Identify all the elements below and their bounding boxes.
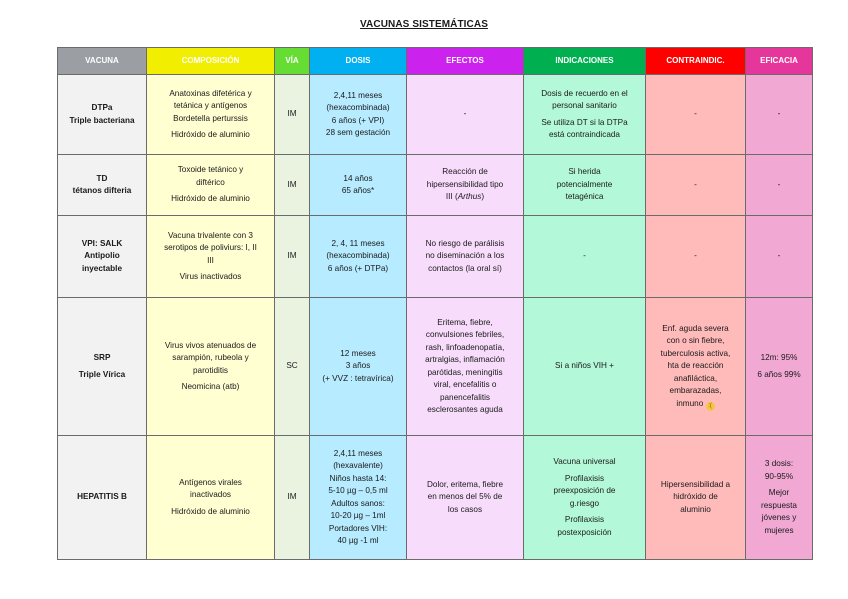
cell-eficacia: - <box>746 155 813 216</box>
header-contraindicaciones: CONTRAINDIC. <box>646 48 746 75</box>
text-line: 5-10 µg – 0,5 ml <box>328 486 388 495</box>
text-line: Enf. aguda severa <box>662 323 729 333</box>
text-line: 3 años <box>345 361 371 371</box>
text-line: 28 sem gestación <box>325 128 391 137</box>
text-line: (+ VVZ : tetravírica) <box>322 373 394 383</box>
text-line: 3 dosis: <box>764 459 794 468</box>
text-line: 6 años (+ DTPa) <box>327 263 389 273</box>
text-line: No riesgo de parálisis <box>425 238 505 248</box>
text-line: 90-95% <box>764 471 794 481</box>
text-line: panencefalitis <box>439 392 491 402</box>
cell-contraindicaciones <box>646 298 746 436</box>
cell-contraindicaciones: - <box>646 155 746 216</box>
page-title: VACUNAS SISTEMÁTICAS <box>360 19 488 30</box>
cell-via: SC <box>275 298 310 436</box>
text-line: serotipos de poliviurs: I, II <box>164 243 257 252</box>
cell-eficacia <box>746 298 813 436</box>
cell-dosis <box>310 75 407 155</box>
text-line: embarazadas, <box>669 386 722 395</box>
cell-via: IM <box>275 155 310 216</box>
text-line: parótidas, meningitis <box>427 367 503 377</box>
vaccine-subtitle: tétanos difteria <box>72 186 132 195</box>
text-line: con o sin fiebre, <box>666 336 725 345</box>
text-line: Anatoxinas difetérica y <box>169 88 252 98</box>
text-line: preexposición de <box>553 486 616 495</box>
text-line: Si herida <box>568 167 601 177</box>
text-line: tuberculosis activa, <box>660 348 731 358</box>
cell-eficacia <box>746 436 813 560</box>
cell-via: IM <box>275 436 310 560</box>
cell-contraindicaciones: - <box>646 216 746 298</box>
text-line: g.riesgo <box>569 498 600 508</box>
text-line: Virus inactivados <box>179 272 242 281</box>
cell-dosis <box>310 298 407 436</box>
header-composicion: COMPOSICIÓN <box>147 48 275 75</box>
cell-efectos <box>407 155 524 216</box>
text-line: 12 meses <box>340 348 376 358</box>
header-via: VÍA <box>275 48 310 75</box>
text-line: hta de reacción <box>667 361 724 370</box>
cell-composicion <box>147 298 275 436</box>
text-line: Vacuna universal <box>553 457 616 466</box>
cell-composicion <box>147 155 275 216</box>
text-line: respuesta <box>761 500 797 510</box>
cell-indicaciones: - <box>524 216 646 298</box>
text-line: Hidróxido de aluminio <box>171 506 250 516</box>
text-line: 14 años <box>343 173 373 183</box>
table-row <box>58 436 813 560</box>
text-line: (hexavalente) <box>333 461 383 470</box>
table-row <box>58 155 813 216</box>
text-line: rash, linfoadenopatía, <box>425 342 505 352</box>
text-line: postexposición <box>557 527 612 537</box>
text-line: Dosis de recuerdo en el <box>541 88 628 98</box>
vaccine-subtitle: Antipolio <box>84 251 120 261</box>
text-line: Portadores VIH: <box>328 523 388 533</box>
text-line: parotiditis <box>192 365 229 375</box>
text-line: sarampión, rubeola y <box>172 353 249 362</box>
cell-indicaciones <box>524 436 646 560</box>
text-line: convulsiones febriles, <box>425 330 505 339</box>
text-line: artralgias, inflamación <box>425 355 505 364</box>
cell-vacuna <box>58 298 147 436</box>
text-line: Eritema, fiebre, <box>437 317 493 327</box>
text-line: Neomicina (atb) <box>181 382 240 391</box>
text-line: 65 años* <box>341 186 375 195</box>
text-line: no diseminación a los <box>425 251 505 261</box>
cell-vacuna <box>58 436 147 560</box>
cell-contraindicaciones: - <box>646 75 746 155</box>
vaccine-name: VPI: SALK <box>81 238 123 248</box>
text-line: Mejor <box>768 488 790 497</box>
text-line: Virus vivos atenuados de <box>164 340 257 350</box>
cell-dosis <box>310 436 407 560</box>
text-line: tetagénica <box>565 192 604 202</box>
text-line: 6 años 99% <box>757 369 801 379</box>
text-line: Bordetella perturssis <box>173 113 248 123</box>
text-line: está contraindicada <box>548 130 620 139</box>
cell-composicion <box>147 75 275 155</box>
cell-indicaciones <box>524 75 646 155</box>
text-line: Profilaxisis <box>564 515 605 524</box>
text-line: esclerosantes aguda <box>427 405 503 414</box>
cell-indicaciones: Si a niños VIH + <box>524 298 646 436</box>
cell-efectos <box>407 436 524 560</box>
sad-face-icon: :( <box>706 402 715 411</box>
cell-efectos <box>407 298 524 436</box>
text-line: 6 años (+ VPI) <box>331 115 385 125</box>
text-line: (hexacombinada) <box>326 251 390 261</box>
cell-indicaciones <box>524 155 646 216</box>
text-fragment: inmuno <box>676 398 704 408</box>
cell-eficacia: - <box>746 216 813 298</box>
text-line: mujeres <box>764 525 794 535</box>
text-line: Niños hasta 14: <box>329 473 387 483</box>
text-line: en menos del 5% de <box>427 492 503 502</box>
text-line: Antígenos virales <box>179 477 242 487</box>
text-line: 12m: 95% <box>760 353 798 362</box>
header-dosis: DOSIS <box>310 48 407 75</box>
header-vacuna: VACUNA <box>58 48 147 75</box>
cell-dosis <box>310 216 407 298</box>
header-efectos: EFECTOS <box>407 48 524 75</box>
vaccine-subtitle: Triple Vírica <box>78 369 126 379</box>
cell-efectos <box>407 216 524 298</box>
text-line: Reacción de <box>442 167 488 177</box>
cell-vacuna <box>58 155 147 216</box>
text-line: Hidróxido de aluminio <box>171 130 250 139</box>
header-eficacia: EFICACIA <box>746 48 813 75</box>
text-line: jóvenes y <box>761 513 797 522</box>
table-row <box>58 75 813 155</box>
header-row <box>58 48 813 75</box>
text-line: Hidróxido de aluminio <box>171 194 250 204</box>
text-line: Hipersensibilidad a <box>660 479 731 489</box>
cell-vacuna <box>58 216 147 298</box>
text-line: Se utiliza DT si la DTPa <box>541 117 628 127</box>
table-row <box>58 298 813 436</box>
text-line: potencialmente <box>556 179 613 189</box>
cell-vacuna <box>58 75 147 155</box>
text-line: hidróxido de <box>673 492 718 502</box>
vaccine-name: HEPATITIS B <box>77 492 127 502</box>
text-line: personal sanitario <box>552 101 617 110</box>
text-line: tetánica y antígenos <box>173 101 248 110</box>
cell-composicion <box>147 436 275 560</box>
text-line: (hexacombinada) <box>326 103 390 112</box>
text-line: viral, encefalitis o <box>433 380 497 389</box>
cell-contraindicaciones <box>646 436 746 560</box>
text-line: diftérico <box>196 177 225 187</box>
text-line: 2,4,11 meses <box>333 448 383 458</box>
cell-efectos: - <box>407 75 524 155</box>
text-line <box>649 398 742 411</box>
text-line: Vacuna trivalente con 3 <box>168 230 253 240</box>
table-row <box>58 216 813 298</box>
vaccine-name: TD <box>96 173 108 183</box>
text-line: contactos (la oral sí) <box>428 263 502 273</box>
vaccine-subtitle: inyectable <box>81 263 123 273</box>
text-line: III (Arthus) <box>445 192 485 202</box>
text-line: aluminio <box>680 504 711 514</box>
cell-eficacia: - <box>746 75 813 155</box>
text-line: Adultos sanos: <box>331 498 385 508</box>
text-line: 10-20 µg – 1ml <box>330 511 386 520</box>
text-line: III <box>207 255 214 265</box>
text-line: los casos <box>447 504 483 514</box>
vaccine-name: SRP <box>93 353 111 362</box>
text-line: hipersensibilidad tipo <box>426 179 504 189</box>
text-line: anafiláctica, <box>673 373 718 383</box>
vaccine-name: DTPa <box>91 103 113 112</box>
text-line: 2, 4, 11 meses <box>331 238 385 248</box>
cell-via: IM <box>275 216 310 298</box>
text-line: 2,4,11 meses <box>333 90 383 100</box>
cell-via: IM <box>275 75 310 155</box>
vaccines-table <box>57 47 813 560</box>
cell-composicion <box>147 216 275 298</box>
vaccine-subtitle: Triple bacteriana <box>69 115 135 125</box>
text-line: 40 µg -1 ml <box>337 536 379 545</box>
text-line: Toxoide tetánico y <box>177 165 244 175</box>
header-indicaciones: INDICACIONES <box>524 48 646 75</box>
text-line: Dolor, eritema, fiebre <box>427 479 503 489</box>
text-line: inactivados <box>190 490 231 500</box>
cell-dosis <box>310 155 407 216</box>
text-line: Profilaxisis <box>564 473 605 483</box>
